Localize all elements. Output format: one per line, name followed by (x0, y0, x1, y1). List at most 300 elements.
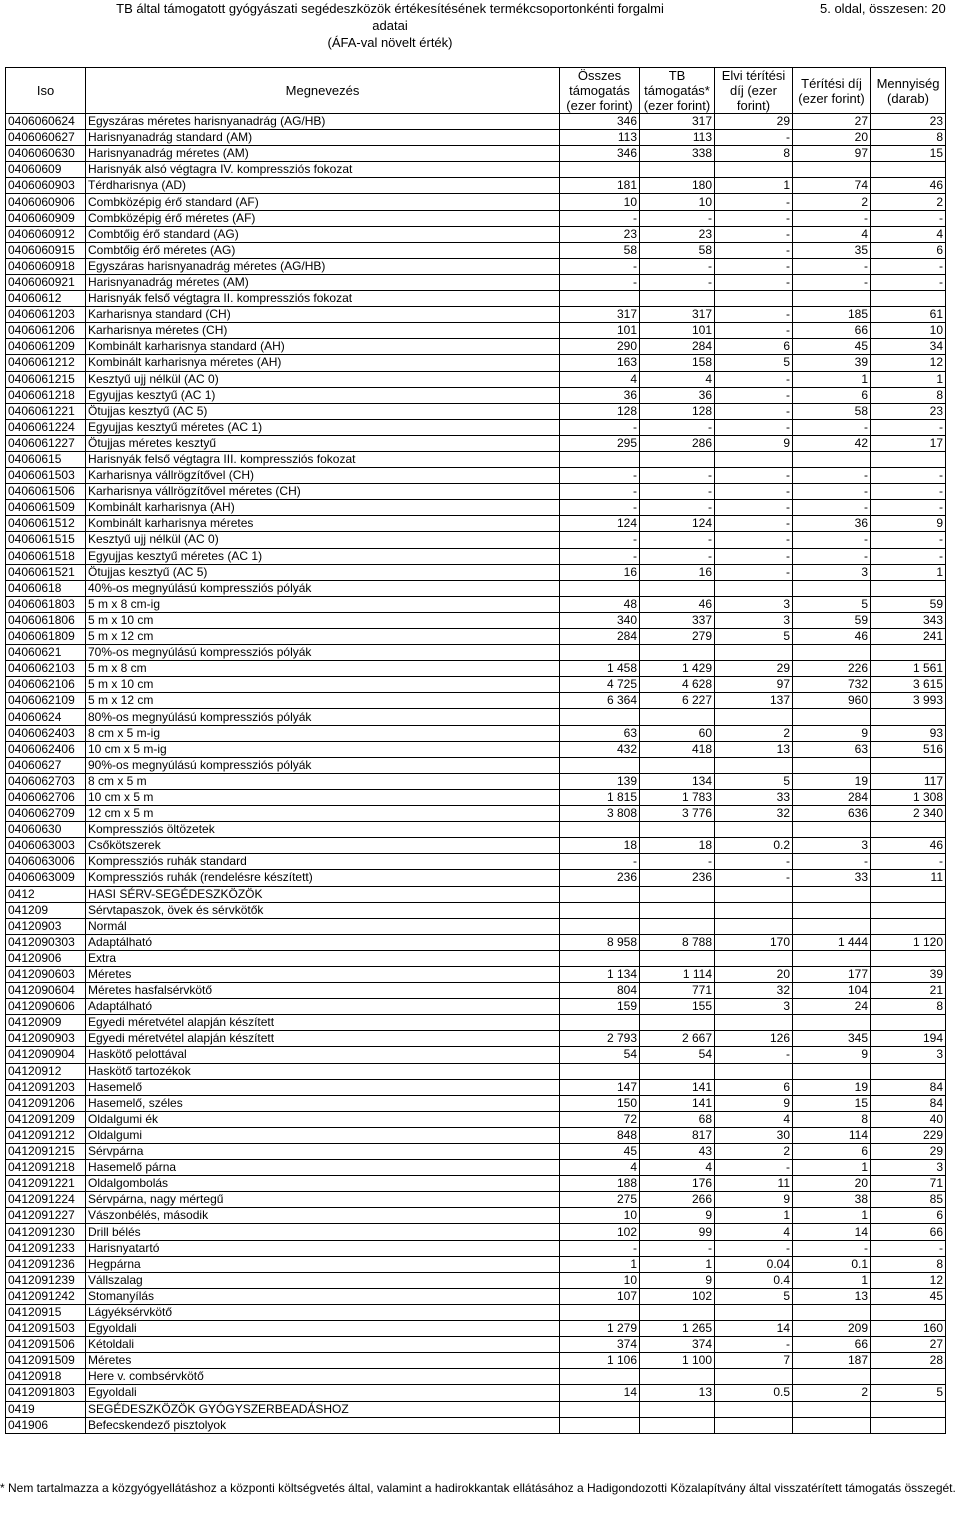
cell-total-support: 1 815 (560, 789, 640, 805)
table-row (6, 838, 946, 854)
cell-iso-code: 0406062403 (6, 725, 86, 741)
cell-expected-fee (715, 886, 793, 902)
cell-expected-fee (715, 1304, 793, 1320)
cell-quantity: 59 (871, 596, 946, 612)
cell-fee (793, 1401, 871, 1417)
cell-total-support (560, 291, 640, 307)
cell-quantity (871, 1417, 946, 1433)
cell-tb-support (640, 645, 715, 661)
cell-total-support: - (560, 210, 640, 226)
cell-tb-support: - (640, 258, 715, 274)
cell-name: Oldalgumi (86, 1127, 560, 1143)
cell-tb-support: 1 114 (640, 966, 715, 982)
table-row (6, 950, 946, 966)
cell-total-support: 147 (560, 1079, 640, 1095)
cell-total-support: - (560, 854, 640, 870)
cell-fee: 74 (793, 178, 871, 194)
cell-total-support: 275 (560, 1192, 640, 1208)
page-info: 5. oldal, összesen: 20 (820, 1, 946, 16)
column-header-quantity: Mennyiség (darab) (871, 68, 946, 114)
cell-iso-code: 0406060903 (6, 178, 86, 194)
cell-quantity: - (871, 210, 946, 226)
cell-total-support: - (560, 274, 640, 290)
cell-iso-code: 0412091803 (6, 1385, 86, 1401)
cell-name: Vászonbélés, második (86, 1208, 560, 1224)
cell-expected-fee: 0.4 (715, 1272, 793, 1288)
cell-tb-support: 10 (640, 194, 715, 210)
cell-tb-support (640, 886, 715, 902)
cell-total-support (560, 1063, 640, 1079)
cell-name: 80%-os megnyúlású kompressziós pólyák (86, 709, 560, 725)
cell-tb-support: 18 (640, 838, 715, 854)
cell-iso-code: 0406060624 (6, 114, 86, 130)
cell-quantity: 17 (871, 435, 946, 451)
cell-name: Hasemelő (86, 1079, 560, 1095)
cell-fee: 1 (793, 1160, 871, 1176)
cell-tb-support: - (640, 468, 715, 484)
cell-total-support (560, 580, 640, 596)
cell-expected-fee: - (715, 274, 793, 290)
cell-fee (793, 902, 871, 918)
cell-tb-support: 23 (640, 226, 715, 242)
cell-expected-fee: 1 (715, 1208, 793, 1224)
table-row (6, 741, 946, 757)
cell-name: Harisnyák felső végtagra II. kompressziós fokozat (86, 291, 560, 307)
cell-fee: 960 (793, 693, 871, 709)
cell-name: 5 m x 8 cm (86, 661, 560, 677)
table-row (6, 307, 946, 323)
table-row (6, 1079, 946, 1095)
cell-iso-code: 0406061227 (6, 435, 86, 451)
cell-total-support: 3 808 (560, 806, 640, 822)
cell-tb-support (640, 162, 715, 178)
cell-name: 5 m x 12 cm (86, 629, 560, 645)
cell-fee: 38 (793, 1192, 871, 1208)
cell-fee: 63 (793, 741, 871, 757)
table-row (6, 1337, 946, 1353)
cell-iso-code: 0412090603 (6, 966, 86, 982)
cell-fee: 187 (793, 1353, 871, 1369)
cell-name: Hasemelő, széles (86, 1095, 560, 1111)
cell-fee: 2 (793, 1385, 871, 1401)
cell-name: Egyujjas kesztyű (AC 1) (86, 387, 560, 403)
cell-name: Vállszalag (86, 1272, 560, 1288)
cell-total-support: 1 458 (560, 661, 640, 677)
cell-total-support (560, 822, 640, 838)
table-row (6, 419, 946, 435)
cell-quantity (871, 451, 946, 467)
cell-iso-code: 0406061803 (6, 596, 86, 612)
cell-expected-fee: 4 (715, 1111, 793, 1127)
cell-fee: 19 (793, 1079, 871, 1095)
table-row (6, 258, 946, 274)
cell-fee (793, 918, 871, 934)
cell-name: HASI SÉRV-SEGÉDESZKÖZÖK (86, 886, 560, 902)
cell-tb-support (640, 291, 715, 307)
cell-expected-fee: 8 (715, 146, 793, 162)
table-row (6, 661, 946, 677)
cell-total-support (560, 1015, 640, 1031)
cell-quantity: 2 (871, 194, 946, 210)
cell-iso-code: 0406061806 (6, 612, 86, 628)
cell-tb-support: 266 (640, 1192, 715, 1208)
cell-name: Egyszáras méretes harisnyanadrág (AG/HB) (86, 114, 560, 130)
table-row (6, 1095, 946, 1111)
cell-fee: 66 (793, 1337, 871, 1353)
table-header (6, 68, 946, 114)
cell-iso-code: 0406061224 (6, 419, 86, 435)
cell-quantity: 21 (871, 983, 946, 999)
cell-total-support: - (560, 532, 640, 548)
cell-expected-fee: 126 (715, 1031, 793, 1047)
cell-iso-code: 04060621 (6, 645, 86, 661)
cell-tb-support (640, 709, 715, 725)
cell-fee: 1 (793, 1272, 871, 1288)
cell-quantity: - (871, 532, 946, 548)
cell-name: Normál (86, 918, 560, 934)
cell-quantity (871, 1304, 946, 1320)
cell-total-support (560, 709, 640, 725)
table-row (6, 162, 946, 178)
cell-expected-fee: 2 (715, 725, 793, 741)
data-table (5, 67, 946, 1434)
cell-tb-support: 141 (640, 1095, 715, 1111)
cell-quantity: 23 (871, 403, 946, 419)
cell-iso-code: 0406061215 (6, 371, 86, 387)
cell-quantity: 12 (871, 355, 946, 371)
cell-fee: - (793, 532, 871, 548)
cell-expected-fee: 2 (715, 1144, 793, 1160)
cell-name: Kombinált karharisnya méretes (AH) (86, 355, 560, 371)
cell-total-support (560, 918, 640, 934)
table-body (6, 114, 946, 1434)
cell-fee: 36 (793, 516, 871, 532)
cell-name: Ötujjas kesztyű (AC 5) (86, 564, 560, 580)
cell-tb-support: 6 227 (640, 693, 715, 709)
cell-expected-fee: 4 (715, 1224, 793, 1240)
cell-quantity: 40 (871, 1111, 946, 1127)
cell-name: 5 m x 10 cm (86, 677, 560, 693)
cell-tb-support: 101 (640, 323, 715, 339)
table-row (6, 1417, 946, 1433)
cell-iso-code: 0406062706 (6, 789, 86, 805)
cell-tb-support: 99 (640, 1224, 715, 1240)
cell-tb-support: 43 (640, 1144, 715, 1160)
cell-expected-fee: 1 (715, 178, 793, 194)
cell-total-support: 4 (560, 371, 640, 387)
cell-expected-fee (715, 1401, 793, 1417)
cell-expected-fee: - (715, 870, 793, 886)
cell-fee (793, 291, 871, 307)
cell-iso-code: 0412091506 (6, 1337, 86, 1353)
cell-name: Kombinált karharisnya standard (AH) (86, 339, 560, 355)
cell-iso-code: 04060618 (6, 580, 86, 596)
cell-tb-support (640, 950, 715, 966)
cell-iso-code: 04060615 (6, 451, 86, 467)
cell-fee: 9 (793, 1047, 871, 1063)
cell-name: Combközépig érő standard (AF) (86, 194, 560, 210)
cell-name: Kompressziós ruhák standard (86, 854, 560, 870)
cell-tb-support: 279 (640, 629, 715, 645)
cell-fee: 1 (793, 1208, 871, 1224)
cell-tb-support: - (640, 274, 715, 290)
cell-quantity: - (871, 468, 946, 484)
cell-fee: 20 (793, 130, 871, 146)
cell-iso-code: 0412091203 (6, 1079, 86, 1095)
cell-name: 40%-os megnyúlású kompressziós pólyák (86, 580, 560, 596)
table-row (6, 870, 946, 886)
cell-tb-support: - (640, 484, 715, 500)
column-header-fee: Térítési díj (ezer forint) (793, 68, 871, 114)
table-row (6, 500, 946, 516)
table-row (6, 1111, 946, 1127)
cell-fee: 97 (793, 146, 871, 162)
table-row (6, 387, 946, 403)
cell-fee (793, 886, 871, 902)
cell-quantity: 45 (871, 1288, 946, 1304)
cell-expected-fee: - (715, 564, 793, 580)
table-row (6, 178, 946, 194)
cell-quantity (871, 902, 946, 918)
table-row (6, 1401, 946, 1417)
cell-expected-fee: 11 (715, 1176, 793, 1192)
cell-tb-support: 771 (640, 983, 715, 999)
cell-expected-fee: - (715, 242, 793, 258)
cell-expected-fee: 137 (715, 693, 793, 709)
cell-name: 70%-os megnyúlású kompressziós pólyák (86, 645, 560, 661)
cell-total-support: 36 (560, 387, 640, 403)
cell-quantity: 6 (871, 242, 946, 258)
cell-expected-fee: - (715, 1337, 793, 1353)
cell-total-support: 102 (560, 1224, 640, 1240)
cell-tb-support: 60 (640, 725, 715, 741)
cell-name: Sérvpárna, nagy mértegű (86, 1192, 560, 1208)
cell-total-support: 374 (560, 1337, 640, 1353)
cell-quantity: 3 (871, 1160, 946, 1176)
cell-fee (793, 1417, 871, 1433)
cell-tb-support: 13 (640, 1385, 715, 1401)
cell-expected-fee (715, 291, 793, 307)
cell-fee: 13 (793, 1288, 871, 1304)
cell-name: Méretes (86, 1353, 560, 1369)
table-row (6, 323, 946, 339)
cell-iso-code: 0406061218 (6, 387, 86, 403)
cell-tb-support: 418 (640, 741, 715, 757)
cell-total-support: - (560, 500, 640, 516)
cell-name: Kesztyű ujj nélkül (AC 0) (86, 371, 560, 387)
cell-expected-fee: 3 (715, 612, 793, 628)
table-row (6, 645, 946, 661)
cell-iso-code: 0412090904 (6, 1047, 86, 1063)
cell-fee: 27 (793, 114, 871, 130)
cell-expected-fee: - (715, 516, 793, 532)
cell-quantity: 3 993 (871, 693, 946, 709)
table-row (6, 1160, 946, 1176)
cell-quantity: 39 (871, 966, 946, 982)
cell-quantity (871, 1063, 946, 1079)
cell-iso-code: 0406062106 (6, 677, 86, 693)
cell-total-support: 101 (560, 323, 640, 339)
cell-iso-code: 0412090903 (6, 1031, 86, 1047)
cell-expected-fee: - (715, 484, 793, 500)
cell-total-support: 236 (560, 870, 640, 886)
cell-name: Sérvtapaszok, övek és sérvkötők (86, 902, 560, 918)
cell-quantity: - (871, 1240, 946, 1256)
table-row (6, 999, 946, 1015)
cell-iso-code: 041906 (6, 1417, 86, 1433)
cell-quantity: 343 (871, 612, 946, 628)
cell-expected-fee: 30 (715, 1127, 793, 1143)
cell-fee (793, 822, 871, 838)
cell-quantity (871, 1401, 946, 1417)
cell-quantity: 10 (871, 323, 946, 339)
cell-expected-fee: - (715, 403, 793, 419)
cell-fee (793, 580, 871, 596)
cell-tb-support: 158 (640, 355, 715, 371)
cell-name: Ötujjas kesztyű (AC 5) (86, 403, 560, 419)
cell-iso-code: 04120915 (6, 1304, 86, 1320)
cell-name: 8 cm x 5 m (86, 773, 560, 789)
table-row (6, 1240, 946, 1256)
table-row (6, 564, 946, 580)
cell-quantity: 28 (871, 1353, 946, 1369)
cell-total-support: 6 364 (560, 693, 640, 709)
cell-quantity (871, 886, 946, 902)
cell-fee: 6 (793, 1144, 871, 1160)
cell-total-support: 1 134 (560, 966, 640, 982)
cell-fee: - (793, 484, 871, 500)
cell-name: 10 cm x 5 m-ig (86, 741, 560, 757)
table-row (6, 1304, 946, 1320)
table-row (6, 822, 946, 838)
cell-iso-code: 0412091215 (6, 1144, 86, 1160)
cell-expected-fee (715, 645, 793, 661)
cell-quantity: 3 615 (871, 677, 946, 693)
cell-quantity: - (871, 419, 946, 435)
cell-iso-code: 0406061209 (6, 339, 86, 355)
cell-fee: 345 (793, 1031, 871, 1047)
cell-iso-code: 0406060918 (6, 258, 86, 274)
cell-total-support: 107 (560, 1288, 640, 1304)
cell-iso-code: 0406062406 (6, 741, 86, 757)
header-title (110, 0, 670, 51)
cell-quantity: 6 (871, 1208, 946, 1224)
cell-name: Haskötő pelottával (86, 1047, 560, 1063)
column-header-iso: Iso (6, 68, 86, 114)
cell-iso-code: 0406061521 (6, 564, 86, 580)
cell-fee: 209 (793, 1321, 871, 1337)
cell-quantity: - (871, 258, 946, 274)
table-row (6, 629, 946, 645)
cell-expected-fee: - (715, 1240, 793, 1256)
cell-total-support: 317 (560, 307, 640, 323)
cell-fee: 59 (793, 612, 871, 628)
cell-expected-fee: 6 (715, 339, 793, 355)
cell-tb-support (640, 1417, 715, 1433)
cell-name: Karharisnya vállrögzítővel méretes (CH) (86, 484, 560, 500)
table-row (6, 146, 946, 162)
cell-iso-code: 0406061503 (6, 468, 86, 484)
cell-expected-fee: 97 (715, 677, 793, 693)
cell-iso-code: 04060624 (6, 709, 86, 725)
cell-expected-fee (715, 709, 793, 725)
table-row (6, 612, 946, 628)
cell-total-support: - (560, 468, 640, 484)
table-row (6, 1353, 946, 1369)
cell-expected-fee (715, 902, 793, 918)
cell-total-support: 113 (560, 130, 640, 146)
cell-fee: 226 (793, 661, 871, 677)
cell-name: 12 cm x 5 m (86, 806, 560, 822)
cell-tb-support: 1 783 (640, 789, 715, 805)
cell-iso-code: 041209 (6, 902, 86, 918)
cell-expected-fee: 29 (715, 114, 793, 130)
cell-iso-code: 0406061206 (6, 323, 86, 339)
cell-quantity (871, 645, 946, 661)
cell-name: Kombinált karharisnya (AH) (86, 500, 560, 516)
cell-expected-fee: - (715, 532, 793, 548)
table-row (6, 677, 946, 693)
cell-quantity: 229 (871, 1127, 946, 1143)
cell-name: Harisnyák felső végtagra III. kompressziós fokozat (86, 451, 560, 467)
cell-expected-fee: - (715, 226, 793, 242)
cell-quantity: 84 (871, 1095, 946, 1111)
cell-iso-code: 0412091224 (6, 1192, 86, 1208)
cell-quantity: 1 120 (871, 934, 946, 950)
cell-iso-code: 0412090303 (6, 934, 86, 950)
cell-name: Adaptálható (86, 934, 560, 950)
cell-iso-code: 0412090604 (6, 983, 86, 999)
cell-fee: 58 (793, 403, 871, 419)
cell-tb-support: - (640, 532, 715, 548)
cell-total-support: 159 (560, 999, 640, 1015)
cell-fee: 114 (793, 1127, 871, 1143)
cell-expected-fee (715, 451, 793, 467)
cell-tb-support: 180 (640, 178, 715, 194)
cell-fee: 24 (793, 999, 871, 1015)
cell-expected-fee: - (715, 258, 793, 274)
cell-quantity (871, 291, 946, 307)
cell-tb-support: 286 (640, 435, 715, 451)
cell-name: Lágyéksérvkötő (86, 1304, 560, 1320)
cell-tb-support (640, 1063, 715, 1079)
cell-total-support (560, 645, 640, 661)
cell-expected-fee: - (715, 371, 793, 387)
cell-expected-fee: 5 (715, 1288, 793, 1304)
cell-name: Adaptálható (86, 999, 560, 1015)
cell-quantity: 8 (871, 387, 946, 403)
cell-tb-support: 817 (640, 1127, 715, 1143)
cell-expected-fee (715, 757, 793, 773)
cell-name: 5 m x 8 cm-ig (86, 596, 560, 612)
cell-tb-support: 1 100 (640, 1353, 715, 1369)
cell-iso-code: 0406062103 (6, 661, 86, 677)
cell-fee: 3 (793, 564, 871, 580)
cell-iso-code: 0412091242 (6, 1288, 86, 1304)
cell-total-support: 18 (560, 838, 640, 854)
cell-total-support: - (560, 419, 640, 435)
cell-name: Méretes (86, 966, 560, 982)
cell-iso-code: 0412091227 (6, 1208, 86, 1224)
cell-fee: 20 (793, 1176, 871, 1192)
cell-quantity: 61 (871, 307, 946, 323)
cell-name: Oldalgumi ék (86, 1111, 560, 1127)
cell-name: Combtőig érő méretes (AG) (86, 242, 560, 258)
cell-expected-fee: 9 (715, 435, 793, 451)
table-row (6, 516, 946, 532)
cell-expected-fee: - (715, 500, 793, 516)
cell-iso-code: 0406060921 (6, 274, 86, 290)
